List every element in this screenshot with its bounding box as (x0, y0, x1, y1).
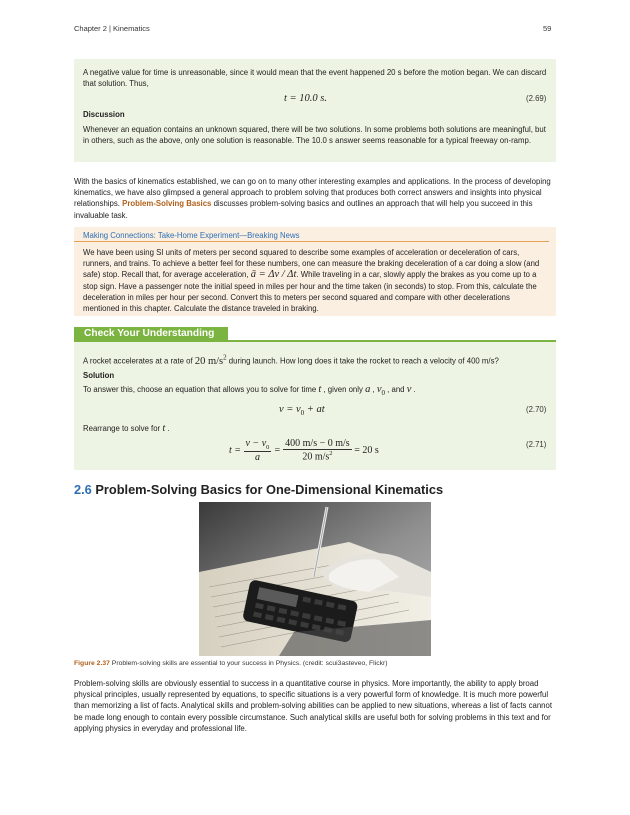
var-v0 (376, 384, 385, 398)
eq-271-f1-denominator: a (254, 452, 260, 463)
section-number: 2.6 (74, 482, 92, 497)
eq-270-rest: + at (306, 404, 325, 415)
discussion-text: Whenever an equation contains an unknown squared, there will be two solutions. In some problems both solutions are meaningful, but in others, such as the above, only one solution is reasonable. The 10.0 s answer seems reasonable for a typical freeway on-ramp. (83, 125, 546, 146)
discussion-heading: Discussion (83, 110, 125, 119)
making-connections-text (83, 247, 548, 314)
cyu-question-end: during launch. How long does it take the rocket to reach a velocity of 400 m/s? (228, 356, 499, 366)
eq-271-fraction-1 (244, 438, 272, 463)
intro-text-end: discusses problem-solving basics and outlines an approach that will help you succeed in this invaluable task. (74, 199, 533, 220)
eq-271-f2-den-exp: 2 (329, 450, 333, 458)
cyu-acceleration-number: 20 m/s (194, 355, 224, 367)
eq-271-f1-num-text: v − v (245, 438, 267, 449)
equation-2-69: t = 10.0 s. (284, 93, 327, 104)
eq-271-f2-numerator: 400 m/s − 0 m/s (285, 438, 350, 450)
problem-solving-basics-link[interactable]: Problem-Solving Basics (122, 199, 212, 209)
check-understanding-tab: Check Your Understanding (74, 327, 228, 341)
intro-paragraph (74, 176, 556, 221)
average-acceleration-equation: ā = Δv / Δt (250, 269, 297, 281)
eq-270-subscript: 0 (300, 409, 305, 418)
solution-text-part5: . (413, 385, 416, 394)
eq-271-fraction-2 (283, 438, 352, 462)
var-v: v (406, 384, 412, 395)
equation-number-2-70: (2.70) (526, 405, 547, 414)
rearrange-text-start: Rearrange to solve for (83, 424, 161, 433)
rearrange-text (83, 423, 170, 434)
rearrange-var-t: t (162, 423, 166, 434)
rearrange-text-end: . (167, 424, 170, 433)
equation-number-2-69: (2.69) (526, 94, 547, 103)
page-number: 59 (543, 24, 552, 33)
var-v0-subscript: 0 (381, 389, 385, 398)
var-t: t (318, 384, 322, 395)
example-para: A negative value for time is unreasonable, since it would mean that the event happened 20 s before the motion began. We can discard that solution. Thus, (83, 68, 547, 89)
example-box (74, 59, 556, 162)
figure-label: Figure 2.37 (74, 660, 110, 667)
intro-text-start: With the basics of kinematics established, we can go on to many other interesting examples and applications. In the process of developing kinematics, we have also glimpsed a general approach to problem solving that produces both correct answers and insights into physical relationships. (74, 177, 551, 209)
eq-271-lhs: t = (229, 444, 242, 456)
check-understanding-box (74, 342, 556, 470)
figure-photo (199, 502, 431, 656)
mc-text-part2: . While traveling in a car, slowly apply the brakes as you come up to a stop sign. Have a passenger note the initial speed in miles per hour and the time taken (in seconds) to stop. From this, calculate the deceleration in miles per hour per second. Convert this to meters per second squared and compare with other decelerations mentioned in this chapter. Calculate the distance traveled in braking. (83, 270, 537, 314)
solution-text (83, 384, 548, 399)
final-paragraph: Problem-solving skills are obviously essential to success in a quantitative course in physics. More importantly, the ability to apply broad physical principles, usually represented by equations, to specific situations is a very powerful form of knowledge. It is much more powerful than memorizing a list of facts. Analytical skills and problem-solving abilities can be applied to new situations, whereas a list of facts cannot be made long enough to contain every possible circumstance. Such analytical skills are useful both for solving problems in this text and for applying physics in everyday and professional life. (74, 679, 553, 733)
student-calculator-illustration (199, 502, 431, 656)
var-a: a (365, 384, 371, 395)
mc-text-part1: We have been using SI units of meters per second squared to describe some examples of acceleration or deceleration of cars, runners, and trains. To achieve a better feel for these numbers, one can measure the braking deceleration of a car doing a slow (and safe) stop. Recall that, for average acceleration, (83, 248, 540, 280)
solution-text-part2: , given only (323, 385, 363, 394)
cyu-question (83, 352, 548, 367)
solution-text-part1: To answer this, choose an equation that allows you to solve for time (83, 385, 317, 394)
eq-271-f1-num-sub: 0 (266, 444, 270, 451)
eq-271-f2-den-text: 20 m/s (302, 451, 330, 463)
figure-caption (74, 660, 388, 667)
cyu-question-start: A rocket accelerates at a rate of (83, 356, 193, 366)
eq-271-f2-denominator (283, 450, 352, 462)
solution-heading: Solution (83, 371, 115, 380)
making-connections-box (74, 227, 556, 316)
solution-text-part3: , (372, 385, 375, 394)
solution-text-part4: , and (387, 385, 405, 394)
cyu-acceleration-value (194, 353, 227, 367)
section-heading (74, 482, 443, 497)
figure-caption-text: Problem-solving skills are essential to your success in Physics. (credit: scui3asteveo, Flickr) (111, 660, 388, 667)
section-title: Problem-Solving Basics for One-Dimensional Kinematics (95, 482, 444, 497)
making-connections-title: Making Connections: Take-Home Experiment—Breaking News (83, 231, 300, 240)
equation-number-2-71: (2.71) (526, 440, 547, 449)
running-header-chapter: Chapter 2 | Kinematics (74, 24, 150, 33)
equation-2-71 (229, 438, 379, 463)
eq-270-lhs: v = v (279, 404, 301, 415)
equation-2-70 (279, 404, 325, 417)
making-connections-rule (74, 241, 549, 242)
var-v0-base: v (376, 384, 382, 395)
eq-271-result: = 20 s (354, 444, 379, 456)
cyu-acceleration-exponent: 2 (223, 353, 227, 361)
eq-271-f1-numerator (244, 438, 272, 452)
eq-271-equals: = (273, 444, 281, 456)
